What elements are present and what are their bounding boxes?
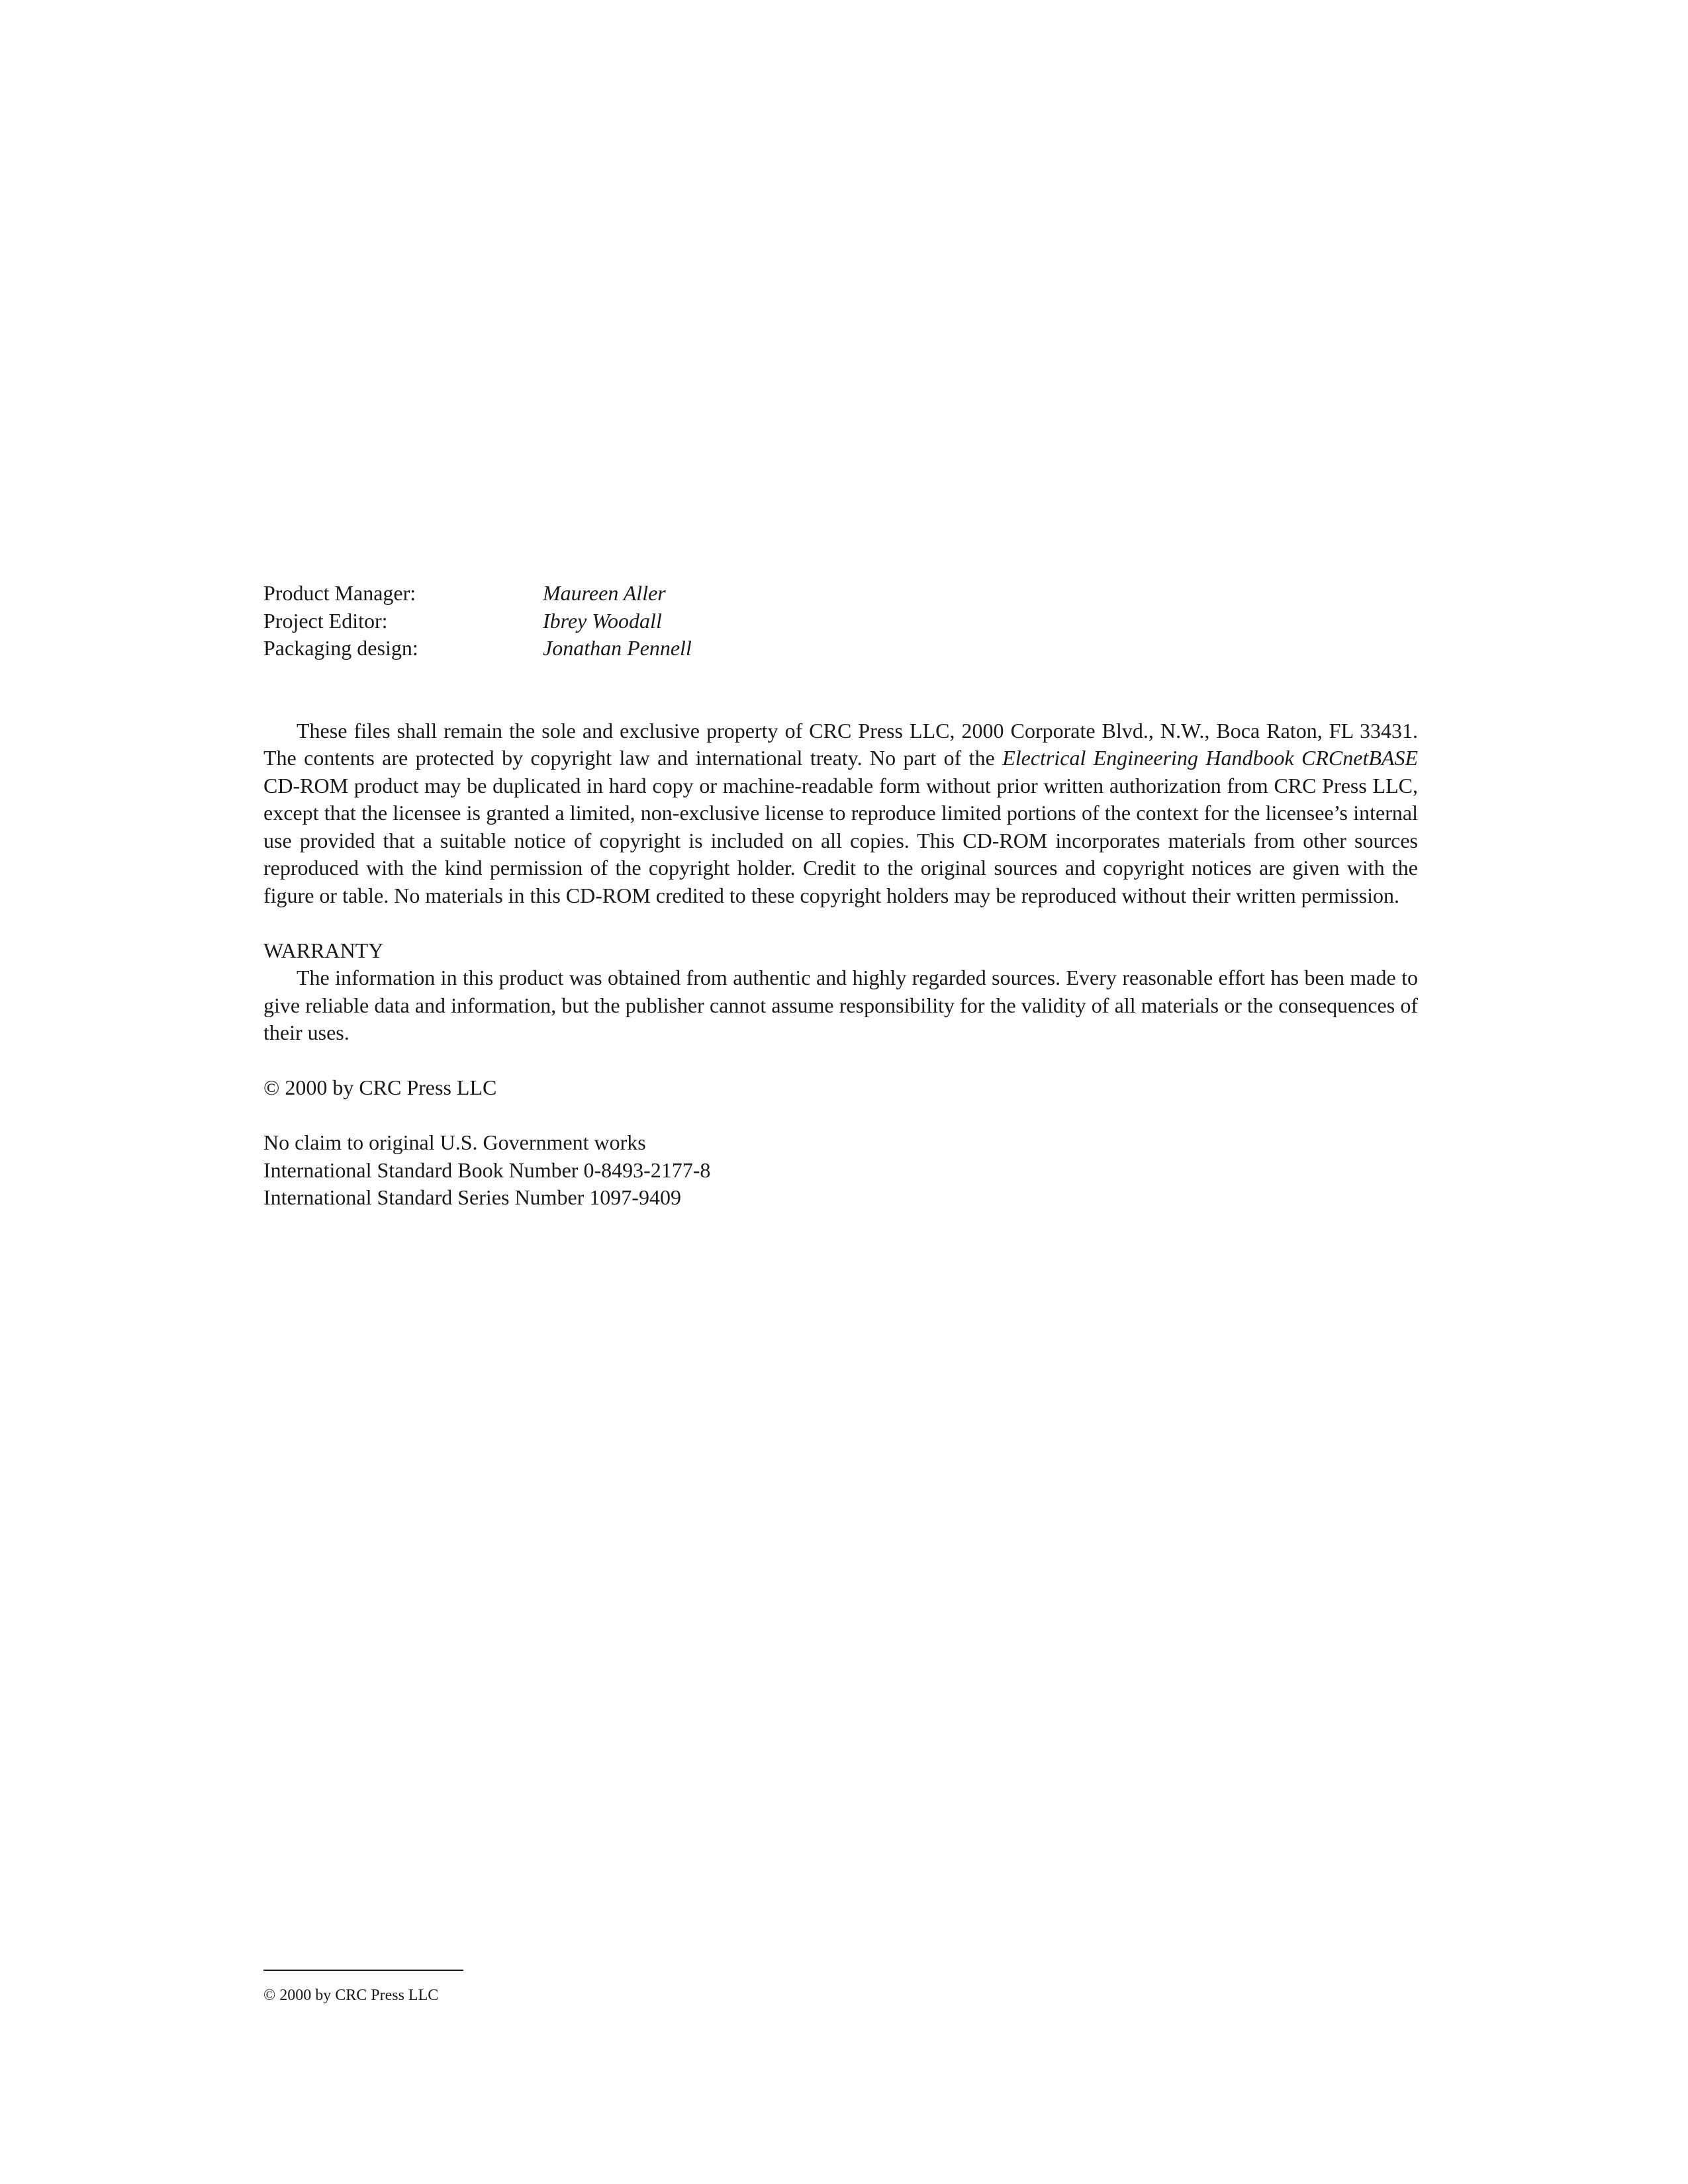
copyright-line: © 2000 by CRC Press LLC: [263, 1075, 497, 1099]
spacer: [263, 1047, 1418, 1075]
property-notice-text-end: CD-ROM product may be duplicated in hard copy or machine-readable form without prior written authorization from CRC Press LLC, except that the licensee is granted a limited, non-exclusive license to reproduce limited portions of the context for the licensee’s internal use provided that a suitable notice of copyright is included on all copies. This CD-ROM incorporates materials from other sources reproduced with the kind permission of the copyright holder. Credit to the original sources and copyright notices are given with the figure or table. No materials in this CD-ROM credited to these copyright holders may be reproduced without their written permission.: [263, 773, 1418, 907]
government-works-line: No claim to original U.S. Government works: [263, 1130, 646, 1154]
warranty-paragraph: The information in this product was obtained from authentic and highly regarded sources. Every reasonable effort has been made to give reliable data and information, but the publisher cannot assume responsibility for the validity of all materials or the consequences of their uses.: [263, 966, 1418, 1044]
spacer: [263, 909, 1418, 937]
credit-role: Project Editor:: [263, 608, 388, 633]
spacer: [263, 662, 1418, 717]
credit-row-packaging-design: [263, 635, 1418, 662]
credit-name: Maureen Aller: [543, 581, 666, 605]
credit-name: Ibrey Woodall: [543, 608, 662, 633]
property-notice-paragraph: [263, 717, 1418, 910]
credit-role: Product Manager:: [263, 581, 416, 605]
spacer: [263, 1102, 1418, 1130]
production-credits: [263, 580, 1418, 662]
isbn-line: International Standard Book Number 0-8493-2177-8: [263, 1158, 711, 1182]
issn-line: International Standard Series Number 1097-9409: [263, 1185, 681, 1209]
footnote-divider: [263, 1970, 463, 1971]
warranty-heading: WARRANTY: [263, 938, 384, 962]
product-title: Electrical Engineering Handbook CRCnetBASE: [1002, 746, 1419, 770]
credit-name: Jonathan Pennell: [543, 636, 692, 660]
credit-row-project-editor: [263, 608, 1418, 635]
credit-role: Packaging design:: [263, 636, 418, 660]
credit-row-product-manager: [263, 580, 1418, 608]
footnote-copyright: © 2000 by CRC Press LLC: [263, 1987, 439, 2004]
property-notice-text-start: These files shall remain the sole and exclusive property of CRC Press LLC, 2000 Corporate Blvd., N.W., Boca Raton, FL 33431. The contents are protected by copyright law and international treaty. No part of the: [263, 718, 1418, 770]
copyright-page-content: [263, 580, 1418, 1212]
